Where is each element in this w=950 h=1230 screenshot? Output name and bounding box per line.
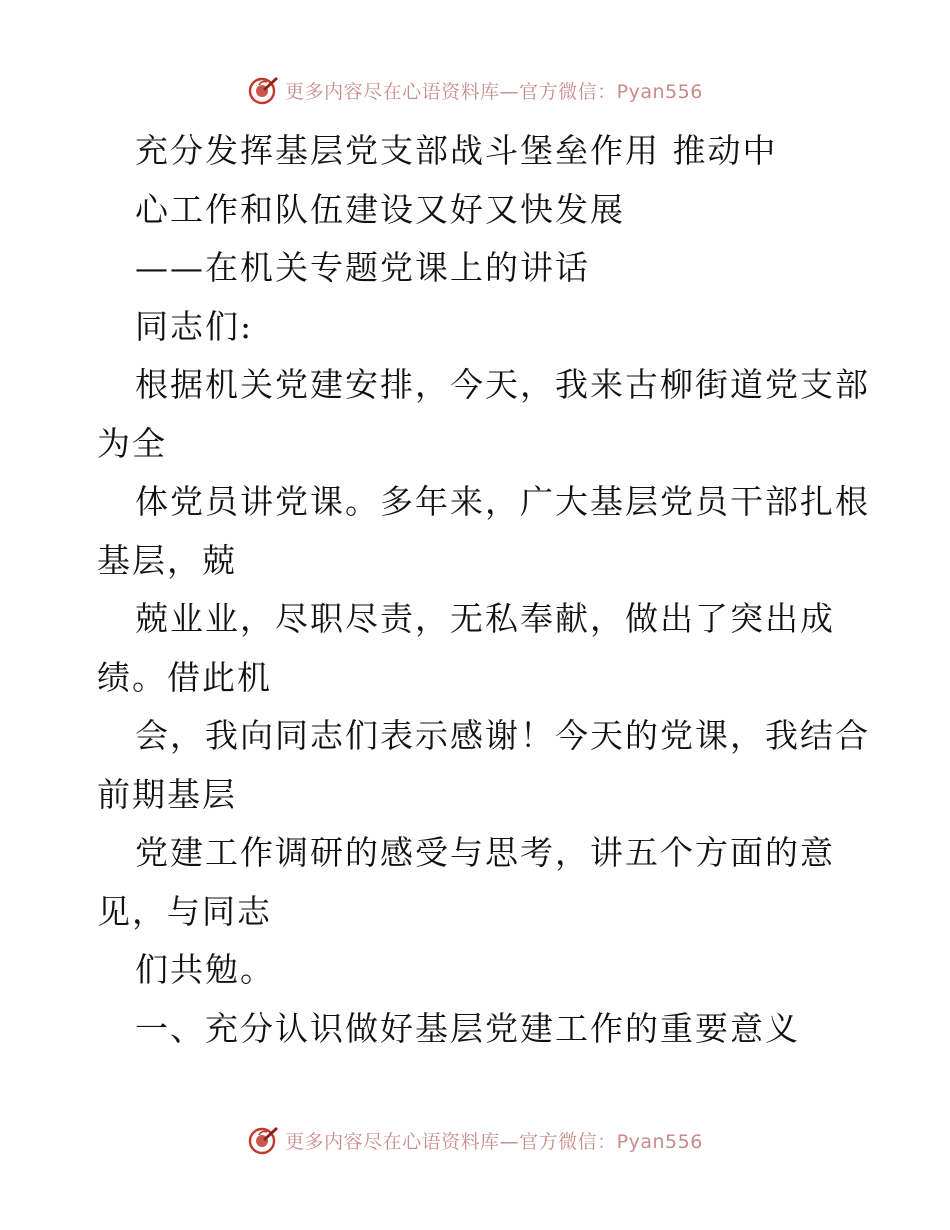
text-line: 见，与同志 [97, 891, 272, 931]
text-line: 一、充分认识做好基层党建工作的重要意义 [135, 1008, 800, 1048]
footer-watermark [0, 1120, 950, 1160]
pen-circle-icon [247, 74, 279, 106]
watermark-text: 更多内容尽在心语资料库—官方微信：Pyan556 [285, 1130, 703, 1153]
watermark-group [247, 1124, 703, 1156]
text-line: ——在机关专题党课上的讲话 [135, 248, 590, 287]
watermark-group [247, 74, 703, 106]
text-line: 根据机关党建安排，今天，我来古柳街道党支部 [135, 365, 870, 404]
text-line: 兢业业，尽职尽责，无私奉献，做出了突出成 [135, 599, 835, 638]
header-watermark [0, 70, 950, 110]
watermark-text: 更多内容尽在心语资料库—官方微信：Pyan556 [285, 80, 703, 103]
text-line: 们共勉。 [135, 950, 275, 989]
text-line: 为全 [97, 423, 167, 463]
text-line: 前期基层 [97, 774, 237, 814]
text-line: 绩。借此机 [97, 657, 272, 697]
document-body [97, 122, 877, 1058]
text-line: 会，我向同志们表示感谢！今天的党课，我结合 [135, 716, 870, 755]
text-line: 党建工作调研的感受与思考，讲五个方面的意 [135, 833, 835, 872]
text-line: 同志们: [135, 306, 254, 346]
text-line: 充分发挥基层党支部战斗堡垒作用 推动中 [135, 131, 778, 170]
pen-circle-icon [247, 1124, 279, 1156]
text-line: 基层，兢 [97, 540, 237, 580]
text-line: 体党员讲党课。多年来，广大基层党员干部扎根 [135, 482, 870, 521]
text-line: 心工作和队伍建设又好又快发展 [135, 189, 625, 229]
